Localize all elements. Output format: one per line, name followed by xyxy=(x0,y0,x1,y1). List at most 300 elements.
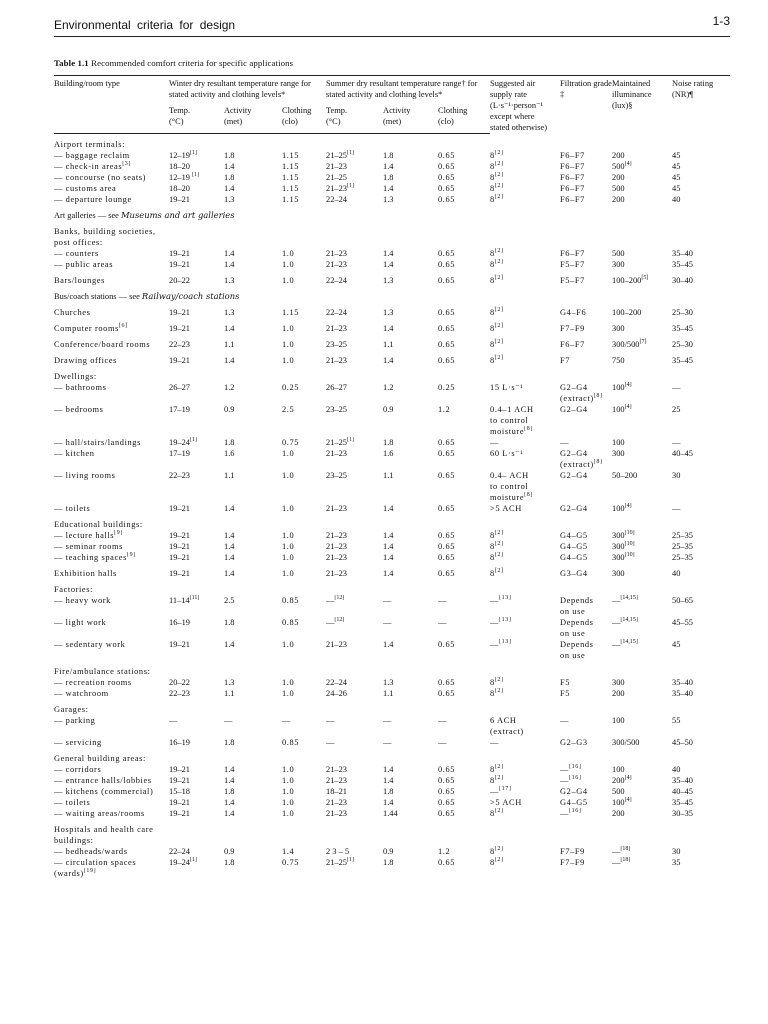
group-heading-cont: (wards)[19] xyxy=(54,867,97,878)
empty-cell xyxy=(383,426,438,437)
cell-sc: 1.2 xyxy=(438,846,451,856)
cell-wa: 1.8 xyxy=(224,786,235,796)
cell-lux: 500 xyxy=(612,786,625,796)
cell-air: — xyxy=(490,737,500,747)
empty-cell xyxy=(383,650,438,661)
cell-wt: 12–19 [1] xyxy=(169,171,200,182)
cell-lux: 300 xyxy=(612,677,625,687)
cell-wa: 1.8 xyxy=(224,617,235,627)
table-row xyxy=(54,688,730,699)
cell-nr: 45 xyxy=(672,183,681,193)
cell-wc: 1.15 xyxy=(282,150,300,160)
cell-filt: Depends xyxy=(560,639,594,649)
table-row xyxy=(54,133,730,150)
table-row xyxy=(54,382,730,393)
cell-wa: 1.4 xyxy=(224,541,235,551)
cell-filt: F6–F7 xyxy=(560,172,585,182)
cell-air: 8[2] xyxy=(490,845,504,856)
empty-cell xyxy=(224,426,282,437)
cell-wa: 1.4 xyxy=(224,503,235,513)
cell-room-type: — counters xyxy=(54,248,99,258)
table-row xyxy=(54,552,730,563)
cell-air-cont xyxy=(490,650,560,661)
footnote-ref: [2] xyxy=(494,306,504,313)
footnote-ref: [6] xyxy=(118,322,128,329)
cell-wc: 1.0 xyxy=(282,552,295,562)
cell-lux: 100[4] xyxy=(612,502,632,513)
cell-wt: 19–21 xyxy=(169,503,190,513)
footnote-ref: [4] xyxy=(624,502,632,509)
table-row xyxy=(54,161,730,172)
footnote-ref: [10] xyxy=(624,551,635,558)
cell-sa: 1.44 xyxy=(383,808,398,818)
empty-cell xyxy=(54,492,169,503)
cell-sc: 0.65 xyxy=(438,470,456,480)
cell-st: 21–23 xyxy=(326,808,347,818)
cell-lux: 100 xyxy=(612,764,625,774)
cell-nr: 40 xyxy=(672,764,681,774)
cell-room-type: — toilets xyxy=(54,797,91,807)
cell-wt: 20–22 xyxy=(169,677,190,687)
footnote-ref: [1] xyxy=(346,436,354,443)
cell-sa: 1.4 xyxy=(383,530,394,540)
cell-filt: F6–F7 xyxy=(560,248,585,258)
empty-cell xyxy=(326,459,383,470)
footnote-ref: [4] xyxy=(624,774,632,781)
cell-sc: 0.65 xyxy=(438,259,456,269)
empty-cell xyxy=(672,481,730,492)
see-reference xyxy=(54,205,730,221)
running-title: Environmental criteria for design xyxy=(54,18,236,32)
cell-room-type: Conference/board rooms xyxy=(54,339,151,349)
cell-wc: 1.0 xyxy=(282,688,295,698)
cell-room-type: — concourse (no seats) xyxy=(54,172,147,182)
empty-cell xyxy=(326,650,383,661)
cell-air: —[17] xyxy=(490,785,512,796)
col-winter-temp-unit: (°C) xyxy=(169,116,184,126)
cell-sc: 0.65 xyxy=(438,172,456,182)
cell-wc: 0.25 xyxy=(282,382,300,392)
empty-cell xyxy=(383,481,438,492)
cell-sc: 0.65 xyxy=(438,775,456,785)
cell-air: —[13] xyxy=(490,594,512,605)
table-row xyxy=(54,437,730,448)
table-row xyxy=(54,503,730,514)
col-winter-clothing-unit: (clo) xyxy=(282,116,298,126)
empty-cell xyxy=(282,426,326,437)
cell-st: 21–25[1] xyxy=(326,856,354,867)
table-row xyxy=(54,650,730,661)
cell-sc: 0.65 xyxy=(438,797,456,807)
empty-cell xyxy=(54,481,169,492)
empty-cell xyxy=(326,492,383,503)
empty-cell xyxy=(672,426,730,437)
empty-cell xyxy=(326,415,383,426)
cell-room-type: — parking xyxy=(54,715,96,725)
empty-cell xyxy=(54,415,169,426)
empty-cell xyxy=(438,628,490,639)
col-noise: Noise rating (NR)¶ xyxy=(672,76,730,134)
table-header xyxy=(54,76,730,134)
header-rule xyxy=(54,36,730,37)
footnote-ref: [2] xyxy=(494,845,504,852)
cell-st: 21–23 xyxy=(326,323,347,333)
cell-air-cont xyxy=(490,628,560,639)
see-target: Museums and art galleries xyxy=(120,209,235,220)
footnote-ref: [2] xyxy=(494,551,504,558)
cell-sa: 1.2 xyxy=(383,382,394,392)
cell-lux: 500 xyxy=(612,183,625,193)
cell-nr: 45 xyxy=(672,639,681,649)
empty-cell xyxy=(282,628,326,639)
cell-wa: 1.3 xyxy=(224,194,235,204)
group-heading: Banks, building societies, xyxy=(54,226,156,236)
cell-sc: 1.2 xyxy=(438,404,451,414)
cell-lux: 100[4] xyxy=(612,403,632,414)
col-winter-activity-unit: (met) xyxy=(224,116,243,126)
table-row xyxy=(54,183,730,194)
cell-air: 8[2] xyxy=(490,807,504,818)
footnote-ref: [4] xyxy=(624,796,632,803)
cell-air: 15 L·s⁻¹ xyxy=(490,382,524,392)
table-row xyxy=(54,415,730,426)
cell-wt: 16–19 xyxy=(169,617,190,627)
table-row xyxy=(54,786,730,797)
cell-wc: 1.0 xyxy=(282,470,295,480)
cell-nr: 40 xyxy=(672,568,681,578)
cell-nr: 35–40 xyxy=(672,248,693,258)
comfort-criteria-table xyxy=(54,75,730,879)
col-building: Building/room type xyxy=(54,76,169,102)
cell-room-type: — bedheads/wards xyxy=(54,846,128,856)
table-row xyxy=(54,172,730,183)
col-summer-activity: Activity xyxy=(383,105,411,115)
cell-lux: 750 xyxy=(612,355,625,365)
cell-wt: 19–21 xyxy=(169,568,190,578)
cell-wa: 1.8 xyxy=(224,857,235,867)
empty-cell xyxy=(169,481,224,492)
cell-air: 8[2] xyxy=(490,567,504,578)
cell-room-type: — hall/stairs/landings xyxy=(54,437,141,447)
empty-cell xyxy=(383,393,438,404)
empty-cell xyxy=(326,628,383,639)
cell-wa: 1.4 xyxy=(224,530,235,540)
cell-st: 23–25 xyxy=(326,339,347,349)
cell-st: —[12] xyxy=(326,594,345,605)
cell-air: 8[2] xyxy=(490,354,504,365)
cell-st: 22–24 xyxy=(326,194,347,204)
cell-air: 8[2] xyxy=(490,763,504,774)
cell-st: 21–25[1] xyxy=(326,436,354,447)
cell-wa: 1.4 xyxy=(224,161,235,171)
empty-cell xyxy=(672,393,730,404)
cell-wt: 19–21 xyxy=(169,552,190,562)
group-heading: Hospitals and health care xyxy=(54,824,154,834)
cell-st: 21–23 xyxy=(326,448,347,458)
col-filtration: Filtration grade ‡ xyxy=(560,76,612,134)
cell-wc: 0.85 xyxy=(282,737,300,747)
cell-filt: G2–G4 xyxy=(560,786,588,796)
cell-wt: 22–23 xyxy=(169,470,190,480)
empty-cell xyxy=(224,393,282,404)
cell-filt-cont: on use xyxy=(560,650,586,660)
cell-room-type: — sedentary work xyxy=(54,639,126,649)
empty-cell xyxy=(54,393,169,404)
cell-filt-cont xyxy=(560,415,612,426)
table-row xyxy=(54,426,730,437)
cell-room-type: — watchroom xyxy=(54,688,109,698)
table-row xyxy=(54,617,730,628)
group-heading: Fire/ambulance stations: xyxy=(54,666,151,676)
footnote-ref: [1] xyxy=(189,856,197,863)
cell-sc: 0.65 xyxy=(438,437,456,447)
cell-sc: 0.65 xyxy=(438,530,456,540)
cell-wt: 16–19 xyxy=(169,737,190,747)
col-summer-temp-unit: (°C) xyxy=(326,116,341,126)
cell-air: >5 ACH xyxy=(490,797,522,807)
cell-room-type: — recreation rooms xyxy=(54,677,132,687)
cell-wt: 19–21 xyxy=(169,307,190,317)
cell-wc: 1.15 xyxy=(282,172,300,182)
cell-air: 8[2] xyxy=(490,160,504,171)
cell-nr: 40–45 xyxy=(672,786,693,796)
table-row xyxy=(54,677,730,688)
cell-st: 18–21 xyxy=(326,786,347,796)
footnote-ref: [9] xyxy=(127,551,136,558)
cell-room-type: — entrance halls/lobbies xyxy=(54,775,152,785)
cell-st: — xyxy=(326,715,335,725)
footnote-ref: [2] xyxy=(494,567,504,574)
footnote-ref: [8] xyxy=(593,458,603,465)
cell-st: —[12] xyxy=(326,616,345,627)
empty-cell xyxy=(438,393,490,404)
cell-sa: 1.4 xyxy=(383,503,394,513)
cell-air-cont xyxy=(490,459,560,470)
cell-wa: 1.4 xyxy=(224,639,235,649)
cell-sa: 0.9 xyxy=(383,404,394,414)
cell-wc: 1.0 xyxy=(282,355,295,365)
cell-sc: 0.65 xyxy=(438,194,456,204)
cell-filt: G4–F6 xyxy=(560,307,587,317)
footnote-ref: [2] xyxy=(494,529,504,536)
cell-lux: —[14,15] xyxy=(612,594,638,605)
table-row xyxy=(54,639,730,650)
cell-room-type: Exhibition halls xyxy=(54,568,117,578)
cell-sa: 1.3 xyxy=(383,677,394,687)
cell-lux: 300[10] xyxy=(612,529,635,540)
empty-cell xyxy=(224,459,282,470)
col-air-supply: Suggested air supply rate (L·s⁻¹·person⁻¹ except where stated otherwise) xyxy=(490,76,560,134)
cell-st: 23–25 xyxy=(326,404,347,414)
cell-filt: G2–G4 xyxy=(560,404,588,414)
cell-room-type: — lecture halls[9] xyxy=(54,529,123,540)
footnote-ref: [1] xyxy=(189,149,197,156)
cell-nr: — xyxy=(672,382,681,392)
table-body xyxy=(54,133,730,879)
empty-cell xyxy=(326,606,383,617)
cell-room-type: — corridors xyxy=(54,764,102,774)
cell-lux: 100 xyxy=(612,437,625,447)
empty-cell xyxy=(169,628,224,639)
cell-sa: 1.4 xyxy=(383,764,394,774)
cell-filt: Depends xyxy=(560,617,594,627)
footnote-ref: [12] xyxy=(334,616,345,623)
empty-cell xyxy=(672,492,730,503)
cell-sc: 0.65 xyxy=(438,150,456,160)
cell-lux: 300[10] xyxy=(612,540,635,551)
cell-air: 8[2] xyxy=(490,676,504,687)
cell-wc: 1.0 xyxy=(282,530,295,540)
cell-sa: — xyxy=(383,737,392,747)
cell-lux: 500[4] xyxy=(612,160,632,171)
footnote-ref: [2] xyxy=(494,193,504,200)
cell-air: 8[2] xyxy=(490,171,504,182)
cell-wt: 20–22 xyxy=(169,275,190,285)
cell-lux: 100[4] xyxy=(612,381,632,392)
cell-room-type: — kitchens (commercial) xyxy=(54,786,154,796)
cell-nr: 30 xyxy=(672,846,681,856)
cell-sa: 1.8 xyxy=(383,172,394,182)
cell-nr: 40 xyxy=(672,194,681,204)
footnote-ref: [18] xyxy=(620,856,631,863)
empty-cell xyxy=(383,606,438,617)
cell-sc: 0.65 xyxy=(438,248,456,258)
cell-nr: 25–30 xyxy=(672,339,693,349)
cell-filt: —[16] xyxy=(560,807,582,818)
cell-sa: 1.3 xyxy=(383,194,394,204)
cell-wa: 1.4 xyxy=(224,775,235,785)
empty-cell xyxy=(169,426,224,437)
footnote-ref: [4] xyxy=(624,160,632,167)
table-row xyxy=(54,302,730,318)
cell-lux: 300[10] xyxy=(612,551,635,562)
group-heading: Educational buildings: xyxy=(54,519,143,529)
cell-sa: — xyxy=(383,715,392,725)
cell-wa: 1.4 xyxy=(224,323,235,333)
cell-sa: 1.1 xyxy=(383,470,394,480)
table-row xyxy=(54,868,730,879)
page-number: 1-3 xyxy=(712,14,730,28)
cell-sc: 0.65 xyxy=(438,764,456,774)
empty-cell xyxy=(54,650,169,661)
cell-nr: 45 xyxy=(672,172,681,182)
cell-filt: F5–F7 xyxy=(560,259,585,269)
cell-filt: — xyxy=(560,715,570,725)
footnote-ref: [2] xyxy=(494,247,504,254)
footnote-ref: [10] xyxy=(624,529,635,536)
cell-air-cont xyxy=(490,606,560,617)
cell-st: 21–23 xyxy=(326,639,347,649)
cell-room-type: — customs area xyxy=(54,183,117,193)
footnote-ref: [14,15] xyxy=(620,594,638,601)
empty-cell xyxy=(54,459,169,470)
table-row xyxy=(54,459,730,470)
cell-wa: 2.5 xyxy=(224,595,235,605)
cell-wc: 1.15 xyxy=(282,194,300,204)
empty-cell xyxy=(326,393,383,404)
cell-sc: 0.65 xyxy=(438,568,456,578)
cell-wt: — xyxy=(169,715,178,725)
table-row xyxy=(54,530,730,541)
cell-air: — xyxy=(490,437,500,447)
cell-wc: 1.0 xyxy=(282,786,295,796)
table-row xyxy=(54,334,730,350)
cell-nr: 45 xyxy=(672,161,681,171)
table-row xyxy=(54,857,730,868)
cell-air: 8[2] xyxy=(490,774,504,785)
empty-cell xyxy=(224,492,282,503)
cell-sa: 1.6 xyxy=(383,448,394,458)
cell-wc: 1.0 xyxy=(282,503,295,513)
empty-cell xyxy=(438,650,490,661)
cell-filt: F5–F7 xyxy=(560,275,585,285)
cell-wt: 19–21 xyxy=(169,808,190,818)
cell-wa: 1.4 xyxy=(224,355,235,365)
cell-air: 8[2] xyxy=(490,193,504,204)
cell-filt: F5 xyxy=(560,688,571,698)
cell-filt: G2–G4 xyxy=(560,382,588,392)
footnote-ref: [19] xyxy=(83,867,97,874)
cell-air: —[13] xyxy=(490,616,512,627)
cell-st: 21–23 xyxy=(326,764,347,774)
table-row xyxy=(54,481,730,492)
footnote-ref: [16] xyxy=(569,763,582,770)
table-title: Recommended comfort criteria for specific applications xyxy=(91,58,294,68)
cell-air: 8[2] xyxy=(490,529,504,540)
cell-wt: 12–19[1] xyxy=(169,149,197,160)
cell-nr: 35–45 xyxy=(672,323,693,333)
cell-filt: F6–F7 xyxy=(560,150,585,160)
cell-st: 26–27 xyxy=(326,382,347,392)
cell-lux: 300 xyxy=(612,568,625,578)
cell-air: 8[2] xyxy=(490,856,504,867)
table-row xyxy=(54,470,730,481)
cell-wa: 1.4 xyxy=(224,568,235,578)
cell-room-type: — kitchen xyxy=(54,448,95,458)
footnote-ref: [2] xyxy=(494,149,504,156)
empty-cell xyxy=(326,726,383,737)
footnote-ref: [2] xyxy=(494,322,504,329)
cell-wa: 1.4 xyxy=(224,183,235,193)
empty-cell xyxy=(383,415,438,426)
cell-room-type: — bedrooms xyxy=(54,404,104,414)
cell-sa: 1.4 xyxy=(383,775,394,785)
cell-filt: G2–G4 xyxy=(560,448,588,458)
table-row xyxy=(54,248,730,259)
empty-cell xyxy=(224,415,282,426)
cell-wt: 19–24[1] xyxy=(169,436,197,447)
table-row xyxy=(54,595,730,606)
footnote-ref: [5] xyxy=(641,274,649,281)
cell-room-type: — baggage reclaim xyxy=(54,150,130,160)
cell-lux: —[18] xyxy=(612,845,631,856)
cell-sa: — xyxy=(383,617,392,627)
cell-nr: 25–35 xyxy=(672,541,693,551)
cell-filt: F5 xyxy=(560,677,571,687)
cell-nr: 45–50 xyxy=(672,737,693,747)
cell-sa: 1.4 xyxy=(383,797,394,807)
cell-wc: 0.85 xyxy=(282,617,300,627)
footnote-ref: [1] xyxy=(346,856,354,863)
cell-filt: F6–F7 xyxy=(560,194,585,204)
cell-sc: — xyxy=(438,617,447,627)
cell-sc: 0.65 xyxy=(438,323,456,333)
cell-room-type: — waiting areas/rooms xyxy=(54,808,145,818)
empty-cell xyxy=(326,426,383,437)
cell-wc: 0.85 xyxy=(282,595,300,605)
cell-nr: 35–45 xyxy=(672,355,693,365)
cell-room-type: — check-in areas[3] xyxy=(54,160,131,171)
